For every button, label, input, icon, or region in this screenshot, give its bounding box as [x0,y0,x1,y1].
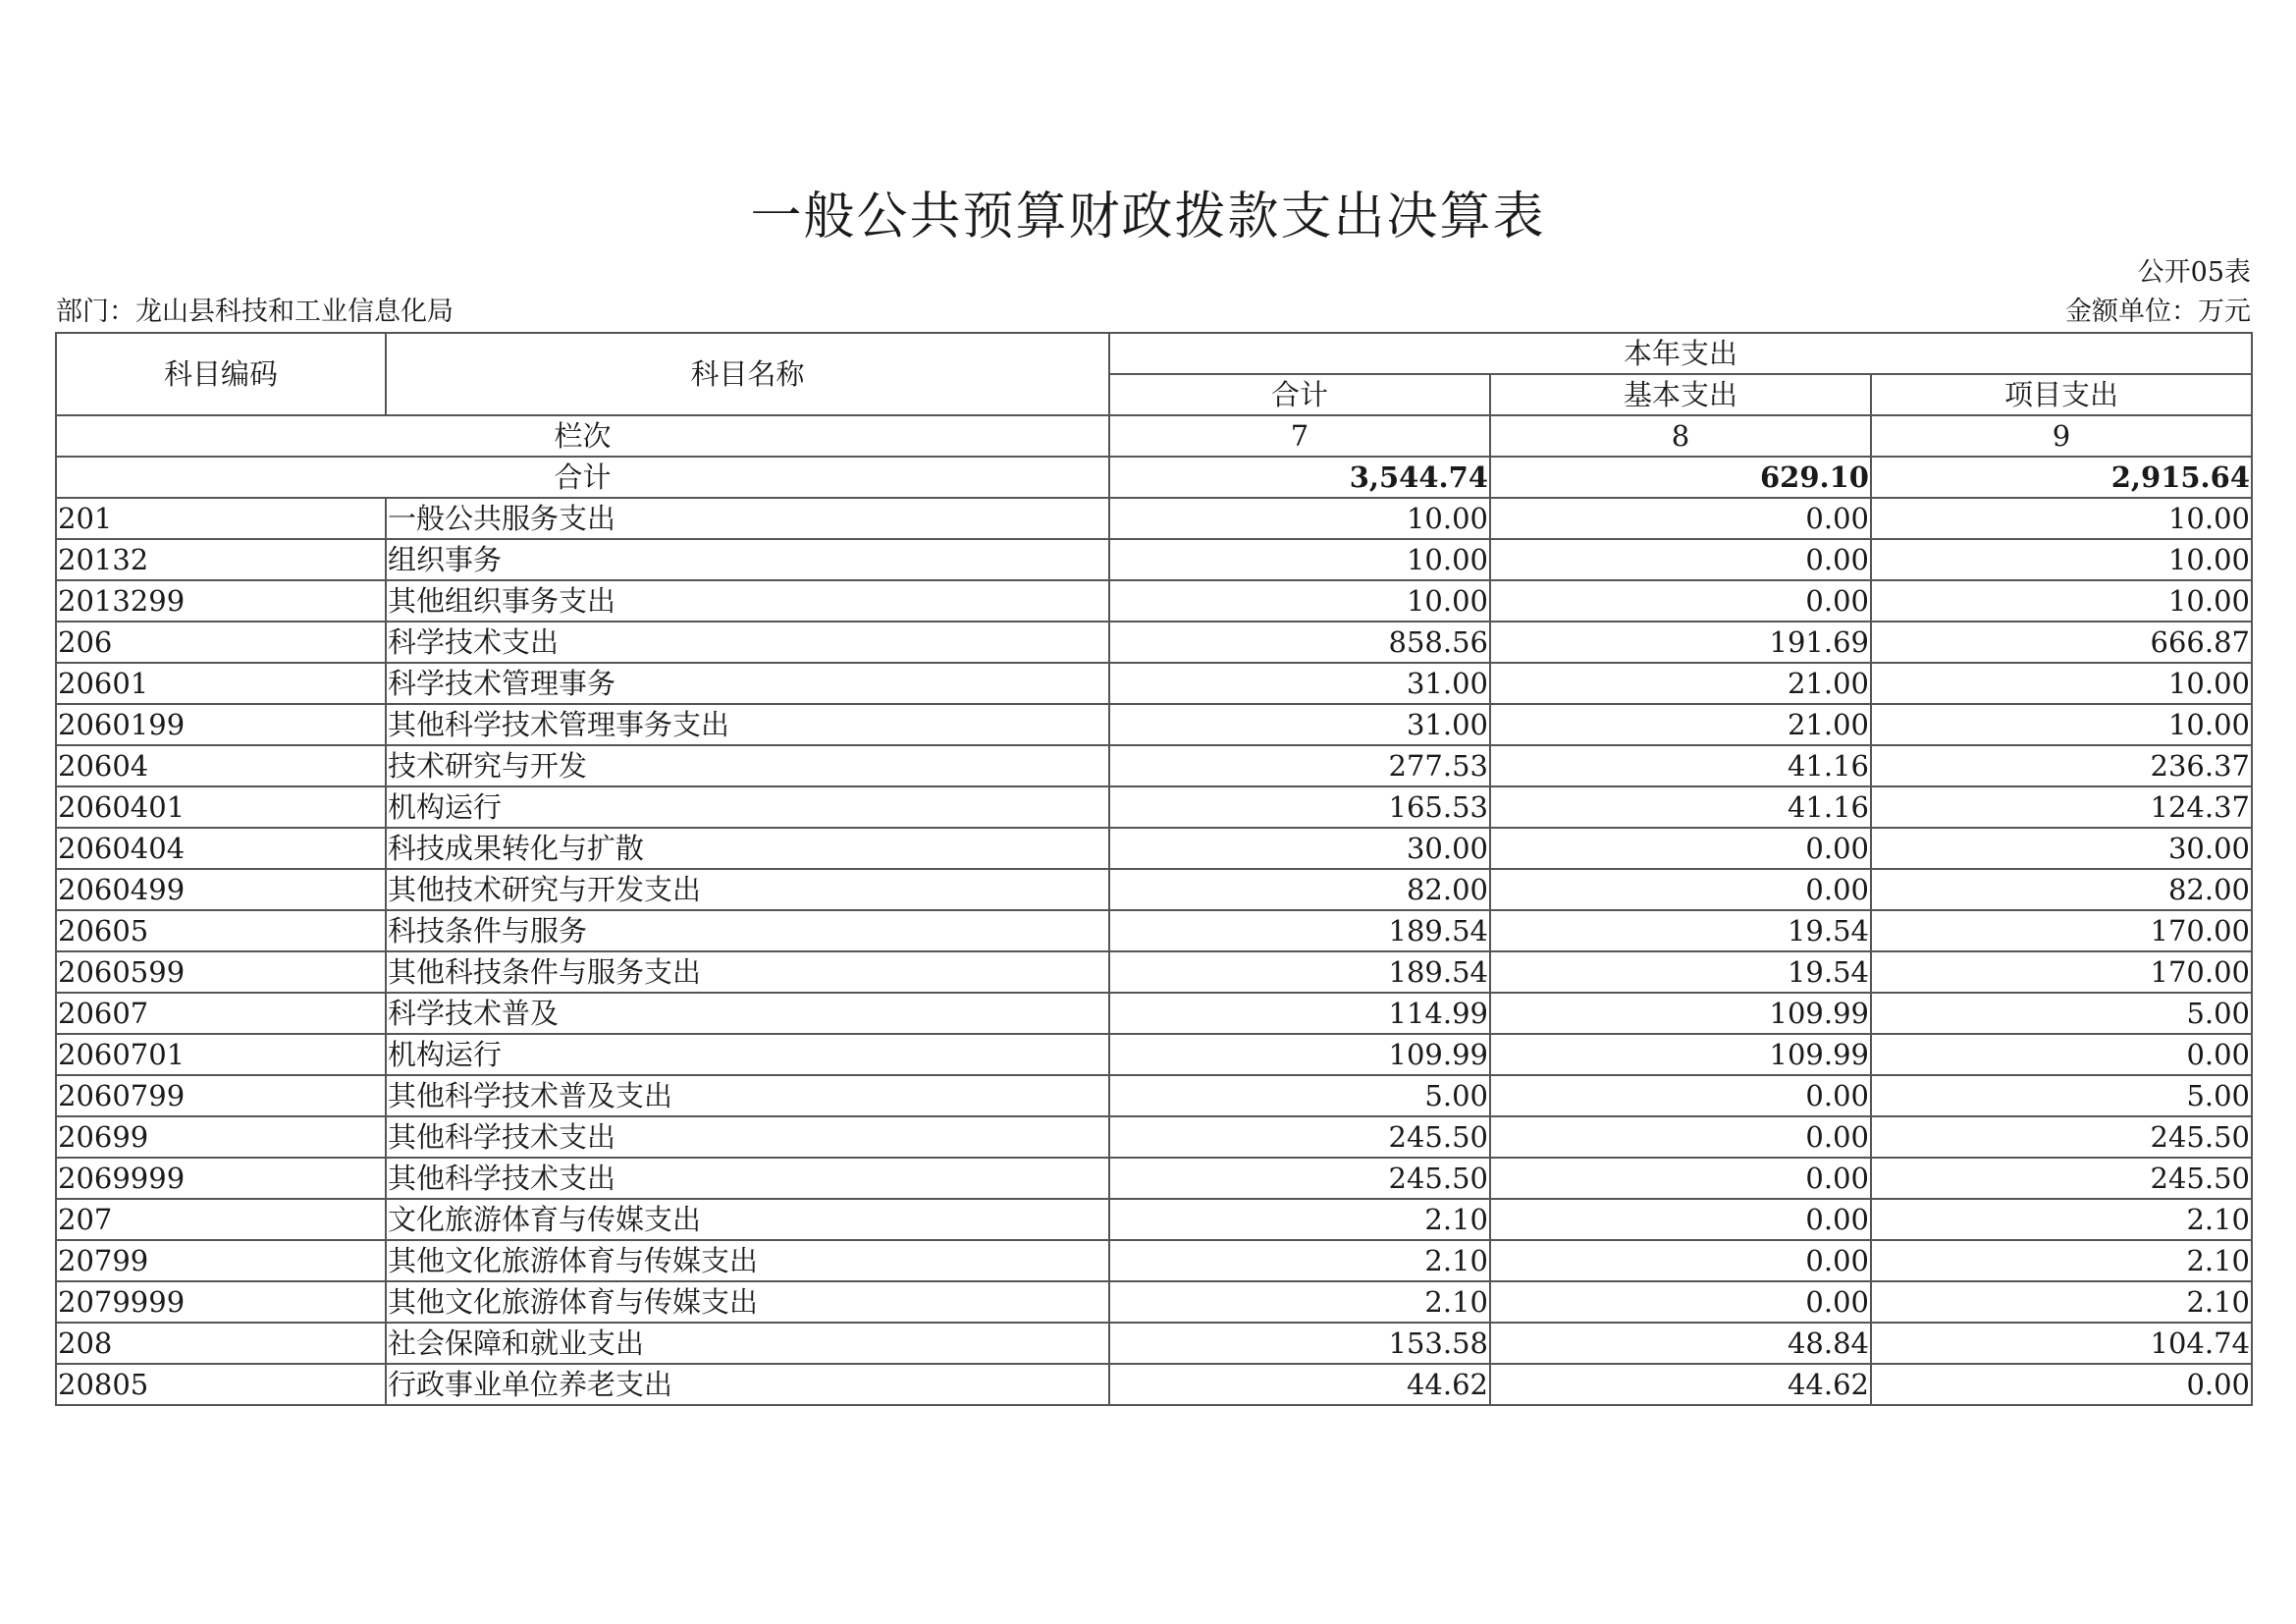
header-total: 合计 [1109,374,1490,415]
column-number-project: 9 [1871,415,2252,457]
table-row [56,1364,2252,1405]
row-project: 2.10 [1871,1281,2252,1323]
row-code: 207 [56,1199,386,1240]
row-project: 104.74 [1871,1323,2252,1364]
row-code: 20607 [56,993,386,1034]
row-project: 0.00 [1871,1364,2252,1405]
row-code: 2069999 [56,1158,386,1199]
row-project: 245.50 [1871,1158,2252,1199]
row-code: 20604 [56,745,386,786]
row-basic: 48.84 [1490,1323,1871,1364]
row-total: 82.00 [1109,869,1490,910]
row-name: 其他科学技术普及支出 [386,1075,1109,1116]
table-row [56,1158,2252,1199]
row-total: 109.99 [1109,1034,1490,1075]
row-code: 20601 [56,663,386,704]
row-code: 206 [56,622,386,663]
row-name: 组织事务 [386,539,1109,580]
row-name: 科学技术普及 [386,993,1109,1034]
row-name: 其他组织事务支出 [386,580,1109,622]
row-project: 170.00 [1871,951,2252,993]
row-basic: 21.00 [1490,663,1871,704]
row-project: 2.10 [1871,1240,2252,1281]
header-basic: 基本支出 [1490,374,1871,415]
row-name: 其他科学技术支出 [386,1116,1109,1158]
table-row [56,704,2252,745]
row-name: 科技条件与服务 [386,910,1109,951]
sum-total: 3,544.74 [1109,457,1490,498]
row-total: 31.00 [1109,704,1490,745]
row-basic: 0.00 [1490,1075,1871,1116]
table-row [56,951,2252,993]
column-number-row [56,415,2252,457]
row-basic: 41.16 [1490,786,1871,828]
row-basic: 19.54 [1490,951,1871,993]
row-name: 科学技术支出 [386,622,1109,663]
header-row-1 [56,333,2252,374]
row-name: 其他科技条件与服务支出 [386,951,1109,993]
row-code: 2060499 [56,869,386,910]
table-row [56,622,2252,663]
row-project: 170.00 [1871,910,2252,951]
row-total: 245.50 [1109,1158,1490,1199]
row-project: 82.00 [1871,869,2252,910]
row-code: 20699 [56,1116,386,1158]
row-name: 文化旅游体育与传媒支出 [386,1199,1109,1240]
row-basic: 0.00 [1490,1281,1871,1323]
row-total: 114.99 [1109,993,1490,1034]
row-total: 30.00 [1109,828,1490,869]
row-total: 31.00 [1109,663,1490,704]
table-row [56,580,2252,622]
row-code: 20132 [56,539,386,580]
row-total: 153.58 [1109,1323,1490,1364]
row-total: 10.00 [1109,498,1490,539]
row-project: 5.00 [1871,993,2252,1034]
row-basic: 109.99 [1490,993,1871,1034]
row-basic: 0.00 [1490,580,1871,622]
row-name: 行政事业单位养老支出 [386,1364,1109,1405]
row-name: 其他科学技术支出 [386,1158,1109,1199]
table-row [56,663,2252,704]
row-code: 2013299 [56,580,386,622]
row-basic: 21.00 [1490,704,1871,745]
row-project: 10.00 [1871,498,2252,539]
sum-basic: 629.10 [1490,457,1871,498]
row-project: 236.37 [1871,745,2252,786]
row-code: 2060404 [56,828,386,869]
row-name: 技术研究与开发 [386,745,1109,786]
table-row [56,539,2252,580]
table-row [56,1240,2252,1281]
row-total: 5.00 [1109,1075,1490,1116]
row-basic: 109.99 [1490,1034,1871,1075]
table-row [56,1281,2252,1323]
row-basic: 0.00 [1490,1158,1871,1199]
row-project: 666.87 [1871,622,2252,663]
row-total: 245.50 [1109,1116,1490,1158]
row-basic: 0.00 [1490,1199,1871,1240]
row-project: 10.00 [1871,580,2252,622]
sum-label: 合计 [56,457,1109,498]
row-code: 20799 [56,1240,386,1281]
header-project: 项目支出 [1871,374,2252,415]
row-total: 165.53 [1109,786,1490,828]
table-row [56,786,2252,828]
row-code: 20805 [56,1364,386,1405]
row-code: 2060401 [56,786,386,828]
table-row [56,993,2252,1034]
row-total: 189.54 [1109,951,1490,993]
row-name: 其他文化旅游体育与传媒支出 [386,1240,1109,1281]
row-basic: 44.62 [1490,1364,1871,1405]
row-project: 10.00 [1871,539,2252,580]
row-name: 其他文化旅游体育与传媒支出 [386,1281,1109,1323]
row-code: 2060599 [56,951,386,993]
row-project: 245.50 [1871,1116,2252,1158]
report-title: 一般公共预算财政拨款支出决算表 [750,188,1546,246]
row-basic: 41.16 [1490,745,1871,786]
row-total: 277.53 [1109,745,1490,786]
column-number-basic: 8 [1490,415,1871,457]
row-code: 2079999 [56,1281,386,1323]
row-total: 189.54 [1109,910,1490,951]
row-total: 2.10 [1109,1240,1490,1281]
row-code: 2060701 [56,1034,386,1075]
table-row [56,498,2252,539]
row-total: 44.62 [1109,1364,1490,1405]
row-code: 2060199 [56,704,386,745]
row-total: 2.10 [1109,1281,1490,1323]
row-total: 10.00 [1109,539,1490,580]
form-code: 公开05表 [2137,257,2251,288]
row-project: 30.00 [1871,828,2252,869]
row-basic: 0.00 [1490,1116,1871,1158]
header-code: 科目编码 [56,333,386,415]
row-project: 124.37 [1871,786,2252,828]
row-name: 社会保障和就业支出 [386,1323,1109,1364]
sum-row [56,457,2252,498]
row-total: 10.00 [1109,580,1490,622]
row-code: 201 [56,498,386,539]
row-code: 208 [56,1323,386,1364]
row-name: 其他技术研究与开发支出 [386,869,1109,910]
department-label: 部门：龙山县科技和工业信息化局 [56,297,454,327]
row-name: 科技成果转化与扩散 [386,828,1109,869]
row-project: 0.00 [1871,1034,2252,1075]
table-row [56,1075,2252,1116]
row-code: 20605 [56,910,386,951]
row-basic: 0.00 [1490,498,1871,539]
table-row [56,1034,2252,1075]
row-name: 机构运行 [386,786,1109,828]
sum-project: 2,915.64 [1871,457,2252,498]
table-row [56,1199,2252,1240]
row-project: 2.10 [1871,1199,2252,1240]
table-row [56,1323,2252,1364]
table-row [56,1116,2252,1158]
row-code: 2060799 [56,1075,386,1116]
row-name: 其他科学技术管理事务支出 [386,704,1109,745]
table-row [56,828,2252,869]
row-project: 10.00 [1871,704,2252,745]
row-name: 科学技术管理事务 [386,663,1109,704]
column-number-label: 栏次 [56,415,1109,457]
row-project: 10.00 [1871,663,2252,704]
header-current-year: 本年支出 [1109,333,2252,374]
row-total: 2.10 [1109,1199,1490,1240]
row-name: 机构运行 [386,1034,1109,1075]
table-row [56,910,2252,951]
table-row [56,745,2252,786]
expenditure-table [55,332,2253,1406]
row-total: 858.56 [1109,622,1490,663]
table-row [56,869,2252,910]
row-project: 5.00 [1871,1075,2252,1116]
unit-label: 金额单位：万元 [2065,297,2251,327]
row-basic: 19.54 [1490,910,1871,951]
row-basic: 0.00 [1490,1240,1871,1281]
row-name: 一般公共服务支出 [386,498,1109,539]
row-basic: 191.69 [1490,622,1871,663]
row-basic: 0.00 [1490,828,1871,869]
row-basic: 0.00 [1490,869,1871,910]
row-basic: 0.00 [1490,539,1871,580]
header-name: 科目名称 [386,333,1109,415]
column-number-total: 7 [1109,415,1490,457]
